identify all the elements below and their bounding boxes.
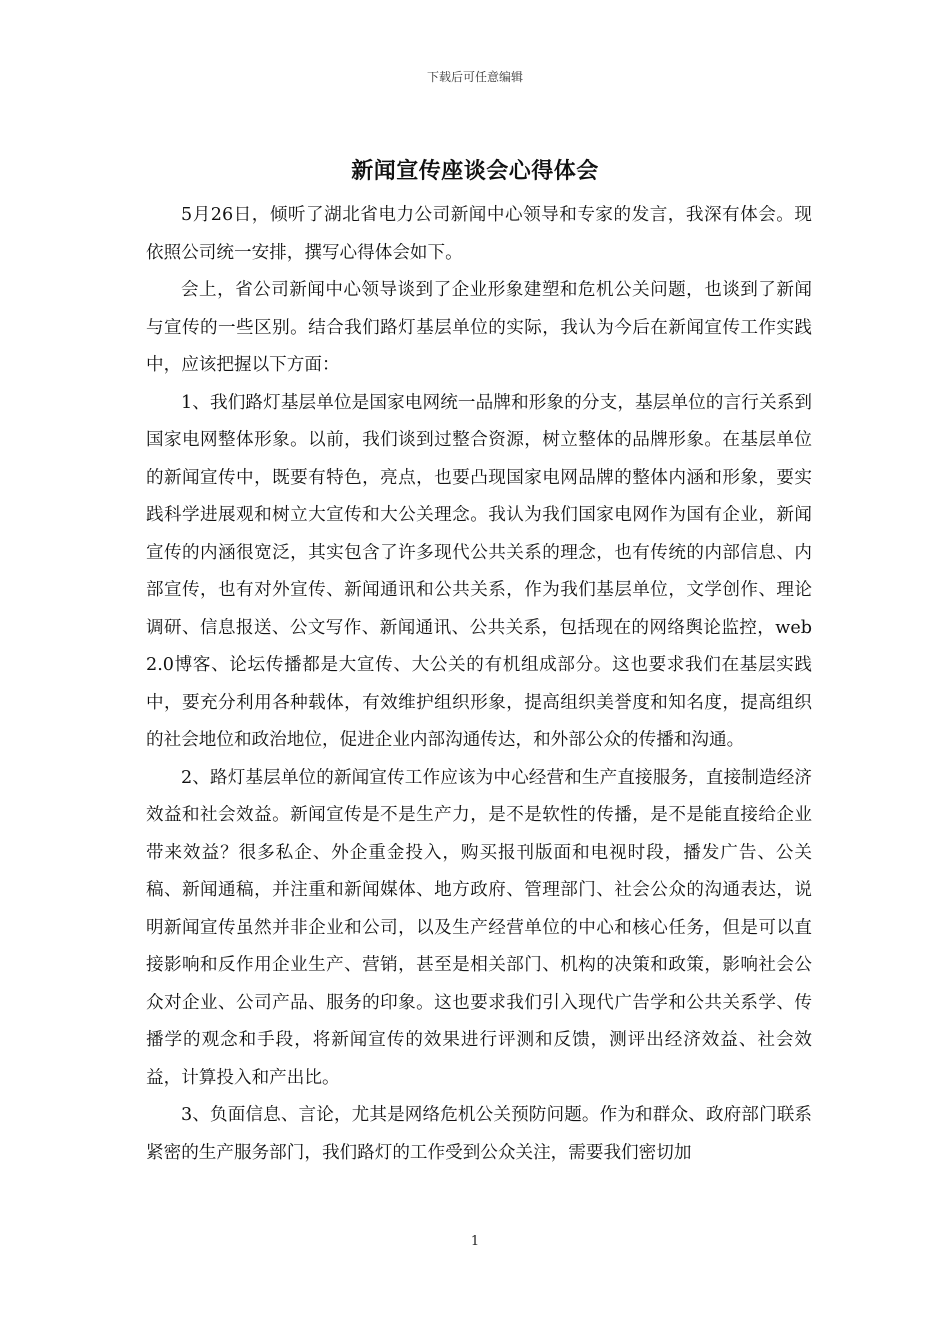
document-title: 新闻宣传座谈会心得体会 [351,158,599,184]
page-number: 1 [470,1234,480,1249]
paragraph-intro: 5月26日，倾听了湖北省电力公司新闻中心领导和专家的发言，我深有体会。现依照公司统一安排，撰写心得体会如下。 [146,205,812,263]
header-note: 下载后可任意编辑 [426,70,523,84]
paragraph-point-2: 2、路灯基层单位的新闻宣传工作应该为中心经营和生产直接服务，直接制造经济效益和社会效益。新闻宣传是不是生产力，是不是软性的传播，是不是能直接给企业带来效益？很多私企、外企重金投入，购买报刊版面和电视时段，播发广告、公关稿、新闻通稿，并注重和新闻媒体、地方政府、管理部门、社会公众的沟通表达，说明新闻宣传虽然并非企业和公司，以及生产经营单位的中心和核心任务，但是可以直接影响和反作用企业生产、营销，甚至是相关部门、机构的决策和政策，影响社会公众对企业、公司产品、服务的印象。这也要求我们引入现代广告学和公共关系学、传播学的观念和手段，将新闻宣传的效果进行评测和反馈，测评出经济效益、社会效益，计算投入和产出比。 [146,767,812,1088]
paragraph-point-3: 3、负面信息、言论，尤其是网络危机公关预防问题。作为和群众、政府部门联系紧密的生产服务部门，我们路灯的工作受到公众关注，需要我们密切加 [146,1105,812,1163]
paragraph-meeting: 会上，省公司新闻中心领导谈到了企业形象建塑和危机公关问题，也谈到了新闻与宣传的一些区别。结合我们路灯基层单位的实际，我认为今后在新闻宣传工作实践中，应该把握以下方面： [146,280,812,375]
document-body [146,197,812,1172]
paragraph-point-1: 1、我们路灯基层单位是国家电网统一品牌和形象的分支，基层单位的言行关系到国家电网整体形象。以前，我们谈到过整合资源，树立整体的品牌形象。在基层单位的新闻宣传中，既要有特色，亮点，也要凸现国家电网品牌的整体内涵和形象，要实践科学进展观和树立大宣传和大公关理念。我认为我们国家电网作为国有企业，新闻宣传的内涵很宽泛，其实包含了许多现代公共关系的理念，也有传统的内部信息、内部宣传，也有对外宣传、新闻通讯和公共关系，作为我们基层单位，文学创作、理论调研、信息报送、公文写作、新闻通讯、公共关系，包括现在的网络舆论监控，web2.0博客、论坛传播都是大宣传、大公关的有机组成部分。这也要求我们在基层实践中，要充分利用各种载体，有效维护组织形象，提高组织美誉度和知名度，提高组织的社会地位和政治地位，促进企业内部沟通传达，和外部公众的传播和沟通。 [146,392,812,750]
